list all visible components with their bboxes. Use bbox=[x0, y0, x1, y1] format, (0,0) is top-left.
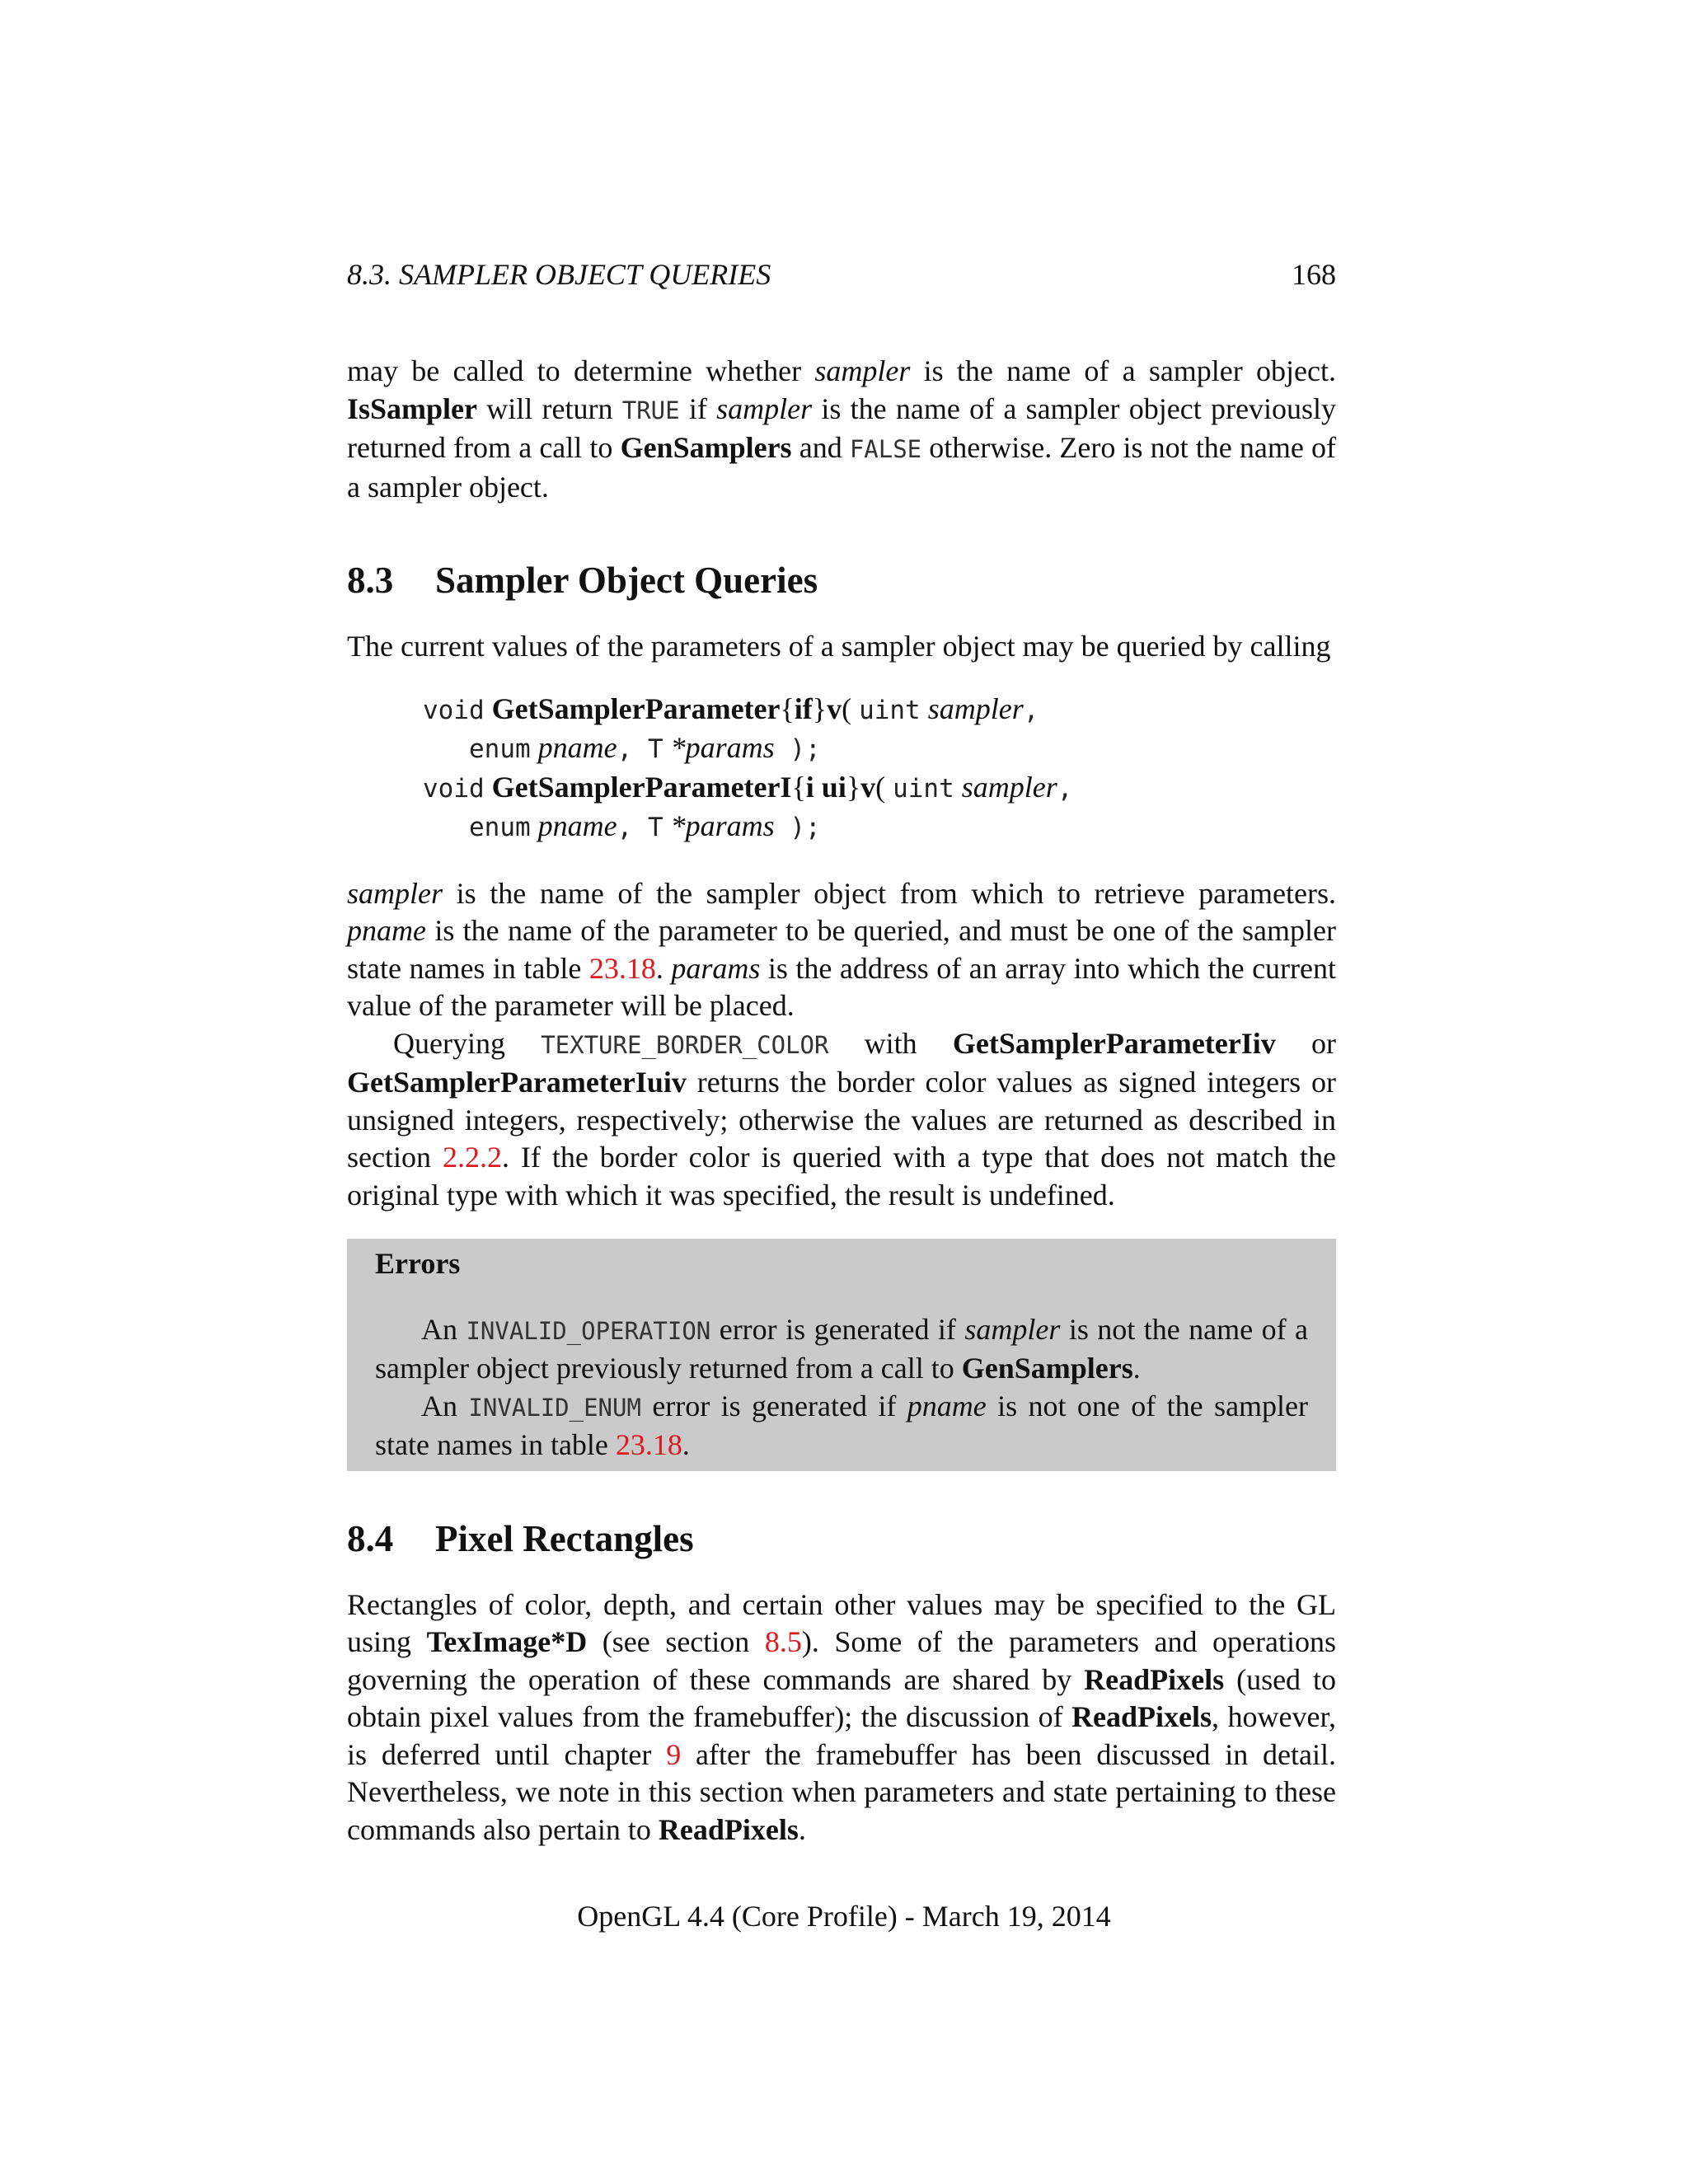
text-run: if bbox=[679, 391, 717, 425]
param-pname: pname bbox=[347, 914, 426, 947]
punctuation: , bbox=[1057, 773, 1073, 804]
text-run: is not one of the sampler state names in table bbox=[375, 1389, 1309, 1461]
command-name: GetSamplerParameterIuiv bbox=[347, 1066, 687, 1099]
page-content bbox=[347, 353, 1336, 1849]
section-heading-8-3 bbox=[347, 557, 1336, 603]
text-run: otherwise. Zero is not the name of a sampler object. bbox=[347, 431, 1336, 504]
brace: { bbox=[791, 770, 806, 804]
brace: } bbox=[846, 770, 861, 804]
punctuation: , bbox=[1023, 695, 1039, 725]
param-sampler: sampler bbox=[964, 1312, 1061, 1346]
function-suffix: v bbox=[860, 770, 876, 804]
constant-true: TRUE bbox=[621, 396, 680, 424]
text-run: (see section bbox=[587, 1625, 765, 1658]
text-run: is the name of the sampler object from which to retrieve parameters. bbox=[443, 876, 1336, 910]
constant-texture-border-color: TEXTURE_BORDER_COLOR bbox=[541, 1030, 829, 1059]
section-title: Pixel Rectangles bbox=[435, 1517, 694, 1559]
table-link[interactable]: 23.18 bbox=[615, 1428, 682, 1461]
intro-paragraph bbox=[347, 353, 1336, 506]
function-suffix: v bbox=[827, 691, 842, 725]
command-teximage: TexImage*D bbox=[426, 1625, 588, 1658]
param-sampler: sampler bbox=[347, 876, 443, 910]
function-suffix: if bbox=[794, 691, 813, 725]
constant-invalid-operation: INVALID_OPERATION bbox=[466, 1316, 711, 1345]
command-name: GetSamplerParameterIiv bbox=[952, 1026, 1276, 1060]
function-name: GetSamplerParameterI bbox=[491, 770, 792, 804]
command-gensamplers: GenSamplers bbox=[961, 1352, 1133, 1385]
section-number: 8.4 bbox=[347, 1517, 394, 1559]
prototype-line bbox=[423, 729, 1336, 769]
page-number: 168 bbox=[1292, 258, 1336, 291]
text-run: Rectangles of color, depth, and certain other values may be specified to the GL using bbox=[347, 1587, 1336, 1658]
chapter-link[interactable]: 9 bbox=[666, 1737, 682, 1771]
text-run: is the address of an array into which the current value of the parameter will be placed. bbox=[347, 951, 1337, 1022]
command-gensamplers: GenSamplers bbox=[620, 431, 792, 464]
type-keyword: enum bbox=[469, 734, 531, 764]
text-run: . If the border color is queried with a type that does not match the original type with which it was specified, the result is undefined. bbox=[347, 1141, 1336, 1212]
type-keyword: void bbox=[423, 695, 485, 725]
text-run: . bbox=[1132, 1352, 1141, 1385]
param-sampler: sampler bbox=[814, 354, 911, 387]
punctuation: ); bbox=[774, 813, 821, 842]
text-run: with bbox=[828, 1026, 953, 1060]
command-readpixels: ReadPixels bbox=[1071, 1700, 1212, 1733]
queries-intro-paragraph: The current values of the parameters of a sampler object may be queried by calling bbox=[347, 630, 1331, 663]
section-title: Sampler Object Queries bbox=[435, 560, 818, 601]
params-paragraph bbox=[347, 875, 1336, 1025]
type-keyword: void bbox=[423, 773, 485, 804]
text-run: An bbox=[421, 1312, 467, 1346]
text-run: is the name of a sampler object previously returned from a call to bbox=[347, 391, 1336, 464]
param-pname: pname bbox=[907, 1389, 987, 1422]
running-head bbox=[347, 257, 1336, 292]
param-pname: pname bbox=[537, 809, 617, 842]
prototype-line bbox=[423, 808, 1336, 847]
function-name: GetSamplerParameter bbox=[491, 691, 781, 725]
type-keyword: uint bbox=[859, 695, 921, 725]
text-run: , however, is deferred until chapter bbox=[347, 1700, 1336, 1771]
brace: { bbox=[780, 691, 795, 725]
param-params: *params bbox=[670, 809, 775, 842]
error-item bbox=[375, 1311, 1308, 1388]
text-run: ). Some of the parameters and operations governing the operation of these commands are shared by bbox=[347, 1625, 1336, 1696]
text-run: and bbox=[791, 431, 850, 464]
prototype-line bbox=[423, 769, 1336, 808]
brace: } bbox=[812, 691, 828, 725]
text-run: is not the name of a sampler object previously returned from a call to bbox=[375, 1312, 1308, 1385]
border-color-paragraph bbox=[347, 1025, 1336, 1215]
command-readpixels: ReadPixels bbox=[1084, 1662, 1225, 1696]
constant-false: FALSE bbox=[849, 435, 922, 463]
param-sampler: sampler bbox=[716, 391, 813, 425]
text-run: returns the border color values as signed integers or unsigned integers, respectively; otherwise the values are returned as described in section bbox=[347, 1066, 1336, 1174]
section-number: 8.3 bbox=[347, 560, 394, 601]
punctuation: , bbox=[617, 734, 648, 764]
text-run: after the framebuffer has been discussed in detail. Nevertheless, we note in this section when parameters and state pertaining to these commands also pertain to bbox=[347, 1737, 1337, 1846]
section-heading-8-4 bbox=[347, 1516, 1336, 1562]
running-title: 8.3. SAMPLER OBJECT QUERIES bbox=[347, 258, 771, 291]
pixel-rectangles-paragraph bbox=[347, 1586, 1336, 1849]
text-run: . bbox=[655, 951, 672, 985]
errors-box bbox=[347, 1239, 1336, 1471]
text-run: An bbox=[421, 1389, 469, 1422]
param-sampler: sampler bbox=[927, 691, 1024, 725]
paren: ( bbox=[875, 770, 893, 804]
text-run: or bbox=[1275, 1026, 1336, 1060]
punctuation: , bbox=[617, 813, 648, 842]
function-suffix: i ui bbox=[805, 770, 846, 804]
type-keyword: T bbox=[647, 813, 663, 842]
paren: ( bbox=[842, 691, 860, 725]
text-run: error is generated if bbox=[640, 1389, 907, 1422]
text-run: (used to obtain pixel values from the framebuffer); the discussion of bbox=[347, 1662, 1336, 1733]
punctuation: ); bbox=[774, 734, 821, 764]
text-run: will return bbox=[477, 391, 622, 425]
section-link[interactable]: 8.5 bbox=[764, 1625, 802, 1658]
section-link[interactable]: 2.2.2 bbox=[442, 1141, 502, 1174]
command-issampler: IsSampler bbox=[347, 391, 478, 425]
constant-invalid-enum: INVALID_ENUM bbox=[468, 1393, 641, 1422]
table-link[interactable]: 23.18 bbox=[588, 951, 656, 985]
prototype-line bbox=[423, 691, 1336, 730]
text-run: . bbox=[798, 1812, 806, 1846]
text-run: is the name of a sampler object. bbox=[910, 354, 1336, 387]
page-footer: OpenGL 4.4 (Core Profile) - March 19, 2014 bbox=[577, 1900, 1111, 1933]
type-keyword: enum bbox=[469, 813, 531, 842]
text-run: . bbox=[682, 1428, 690, 1461]
text-run: may be called to determine whether bbox=[347, 354, 815, 387]
text-run: is the name of the parameter to be queried, and must be one of the sampler state names in table bbox=[347, 914, 1336, 985]
type-keyword: uint bbox=[893, 773, 954, 804]
errors-title: Errors bbox=[375, 1247, 461, 1280]
param-params: params bbox=[671, 951, 761, 985]
error-item bbox=[375, 1388, 1308, 1465]
param-params: *params bbox=[670, 731, 775, 764]
function-prototypes bbox=[423, 691, 1336, 847]
param-sampler: sampler bbox=[961, 770, 1057, 804]
text-run: Querying bbox=[393, 1026, 542, 1060]
param-pname: pname bbox=[537, 731, 617, 764]
text-run: error is generated if bbox=[710, 1312, 965, 1346]
type-keyword: T bbox=[647, 734, 663, 764]
command-readpixels: ReadPixels bbox=[658, 1812, 799, 1846]
